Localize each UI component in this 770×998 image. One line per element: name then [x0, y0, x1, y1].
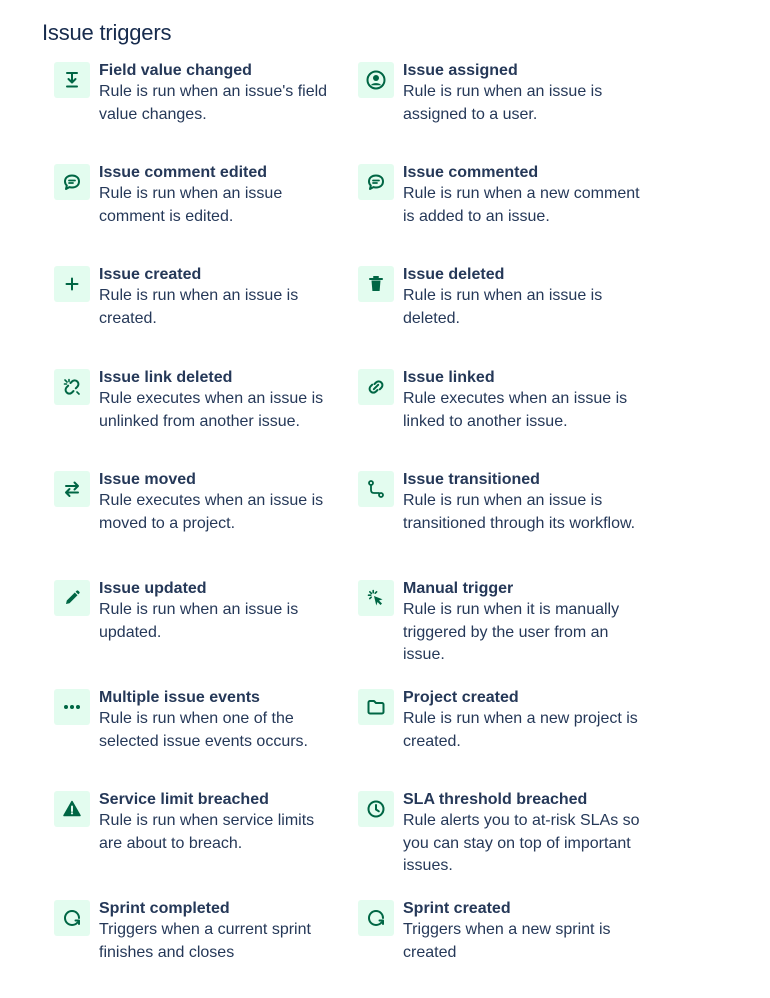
trigger-description: Rule is run when an issue is assigned to a user. — [403, 83, 603, 123]
trigger-icon-tile — [358, 62, 394, 98]
link-icon — [365, 376, 387, 398]
trigger-text — [403, 368, 643, 433]
trigger-title: Issue linked — [403, 369, 495, 386]
arrows-swap-icon — [61, 478, 83, 500]
cursor-click-icon — [365, 587, 387, 609]
transition-icon — [365, 478, 387, 500]
trigger-text — [403, 163, 643, 228]
trigger-description: Rule is run when one of the selected issue events occurs. — [99, 710, 308, 750]
trigger-text — [99, 899, 339, 964]
trash-icon — [365, 273, 387, 295]
trigger-description: Rule is run when an issue is created. — [99, 287, 299, 327]
trigger-icon-tile — [358, 369, 394, 405]
trigger-text — [99, 579, 339, 644]
trigger-title: Issue commented — [403, 164, 539, 181]
trigger-issue-comment-edited[interactable] — [54, 163, 354, 228]
trigger-icon-tile — [54, 580, 90, 616]
trigger-sla-threshold-breached[interactable] — [358, 790, 658, 878]
trigger-text — [99, 470, 339, 535]
trigger-description: Rule executes when an issue is unlinked from another issue. — [99, 390, 324, 430]
trigger-issue-updated[interactable] — [54, 579, 354, 644]
trigger-title: Issue updated — [99, 580, 207, 597]
folder-icon — [365, 696, 387, 718]
trigger-title: Manual trigger — [403, 580, 514, 597]
trigger-title: Sprint completed — [99, 900, 230, 917]
trigger-text — [99, 265, 339, 330]
trigger-icon-tile — [54, 62, 90, 98]
trigger-icon-tile — [358, 900, 394, 936]
trigger-issue-commented[interactable] — [358, 163, 658, 228]
trigger-issue-link-deleted[interactable] — [54, 368, 354, 433]
trigger-sprint-created[interactable] — [358, 899, 658, 964]
trigger-title: Service limit breached — [99, 791, 269, 808]
trigger-description: Rule is run when an issue is transitioned through its workflow. — [403, 492, 636, 532]
trigger-text — [403, 579, 643, 667]
trigger-issue-deleted[interactable] — [358, 265, 658, 330]
comment-icon — [365, 171, 387, 193]
trigger-issue-transitioned[interactable] — [358, 470, 658, 535]
warning-icon — [61, 798, 83, 820]
pencil-icon — [61, 587, 83, 609]
more-dots-icon — [61, 696, 83, 718]
trigger-icon-tile — [54, 689, 90, 725]
trigger-text — [99, 368, 339, 433]
trigger-description: Rule is run when an issue is deleted. — [403, 287, 603, 327]
trigger-title: Issue link deleted — [99, 369, 233, 386]
trigger-manual-trigger[interactable] — [358, 579, 658, 667]
trigger-field-value-changed[interactable] — [54, 61, 354, 126]
trigger-text — [403, 790, 643, 878]
trigger-description: Rule alerts you to at-risk SLAs so you can stay on top of important issues. — [403, 812, 640, 874]
trigger-text — [99, 688, 339, 753]
trigger-icon-tile — [54, 791, 90, 827]
trigger-title: SLA threshold breached — [403, 791, 588, 808]
trigger-title: Field value changed — [99, 62, 252, 79]
trigger-multiple-issue-events[interactable] — [54, 688, 354, 753]
trigger-text — [99, 790, 339, 855]
trigger-issue-assigned[interactable] — [358, 61, 658, 126]
trigger-text — [99, 61, 339, 126]
trigger-icon-tile — [54, 164, 90, 200]
unlink-icon — [61, 376, 83, 398]
trigger-text — [403, 899, 643, 964]
trigger-description: Rule is run when an issue's field value changes. — [99, 83, 328, 123]
page-title: Issue triggers — [42, 20, 172, 45]
trigger-issue-linked[interactable] — [358, 368, 658, 433]
trigger-project-created[interactable] — [358, 688, 658, 753]
trigger-icon-tile — [358, 471, 394, 507]
trigger-icon-tile — [358, 791, 394, 827]
trigger-issue-moved[interactable] — [54, 470, 354, 535]
trigger-title: Issue moved — [99, 471, 196, 488]
trigger-sprint-completed[interactable] — [54, 899, 354, 964]
trigger-service-limit-breached[interactable] — [54, 790, 354, 855]
trigger-description: Rule is run when an issue comment is edited. — [99, 185, 283, 225]
comment-icon — [61, 171, 83, 193]
trigger-title: Sprint created — [403, 900, 511, 917]
trigger-icon-tile — [54, 369, 90, 405]
trigger-icon-tile — [54, 900, 90, 936]
trigger-description: Triggers when a current sprint finishes and closes — [99, 921, 311, 961]
trigger-text — [403, 265, 643, 330]
trigger-description: Rule is run when it is manually triggered by the user from an issue. — [403, 601, 620, 663]
sprint-icon — [61, 907, 83, 929]
trigger-description: Rule is run when an issue is updated. — [99, 601, 299, 641]
trigger-description: Rule executes when an issue is linked to another issue. — [403, 390, 628, 430]
trigger-icon-tile — [54, 266, 90, 302]
trigger-icon-tile — [54, 471, 90, 507]
user-avatar-icon — [365, 69, 387, 91]
trigger-title: Multiple issue events — [99, 689, 260, 706]
trigger-title: Issue deleted — [403, 266, 505, 283]
sprint-icon — [365, 907, 387, 929]
trigger-description: Triggers when a new sprint is created — [403, 921, 611, 961]
trigger-title: Issue comment edited — [99, 164, 268, 181]
trigger-icon-tile — [358, 164, 394, 200]
trigger-text — [403, 688, 643, 753]
trigger-text — [99, 163, 339, 228]
trigger-description: Rule executes when an issue is moved to a project. — [99, 492, 324, 532]
trigger-text — [403, 61, 643, 126]
trigger-issue-created[interactable] — [54, 265, 354, 330]
field-value-changed-icon — [61, 69, 83, 91]
trigger-description: Rule is run when service limits are about to breach. — [99, 812, 315, 852]
trigger-description: Rule is run when a new comment is added to an issue. — [403, 185, 640, 225]
trigger-icon-tile — [358, 266, 394, 302]
trigger-text — [403, 470, 643, 535]
plus-icon — [61, 273, 83, 295]
trigger-icon-tile — [358, 689, 394, 725]
trigger-title: Issue transitioned — [403, 471, 540, 488]
trigger-icon-tile — [358, 580, 394, 616]
clock-icon — [365, 798, 387, 820]
trigger-title: Issue created — [99, 266, 202, 283]
trigger-title: Issue assigned — [403, 62, 518, 79]
trigger-title: Project created — [403, 689, 519, 706]
trigger-description: Rule is run when a new project is created. — [403, 710, 638, 750]
